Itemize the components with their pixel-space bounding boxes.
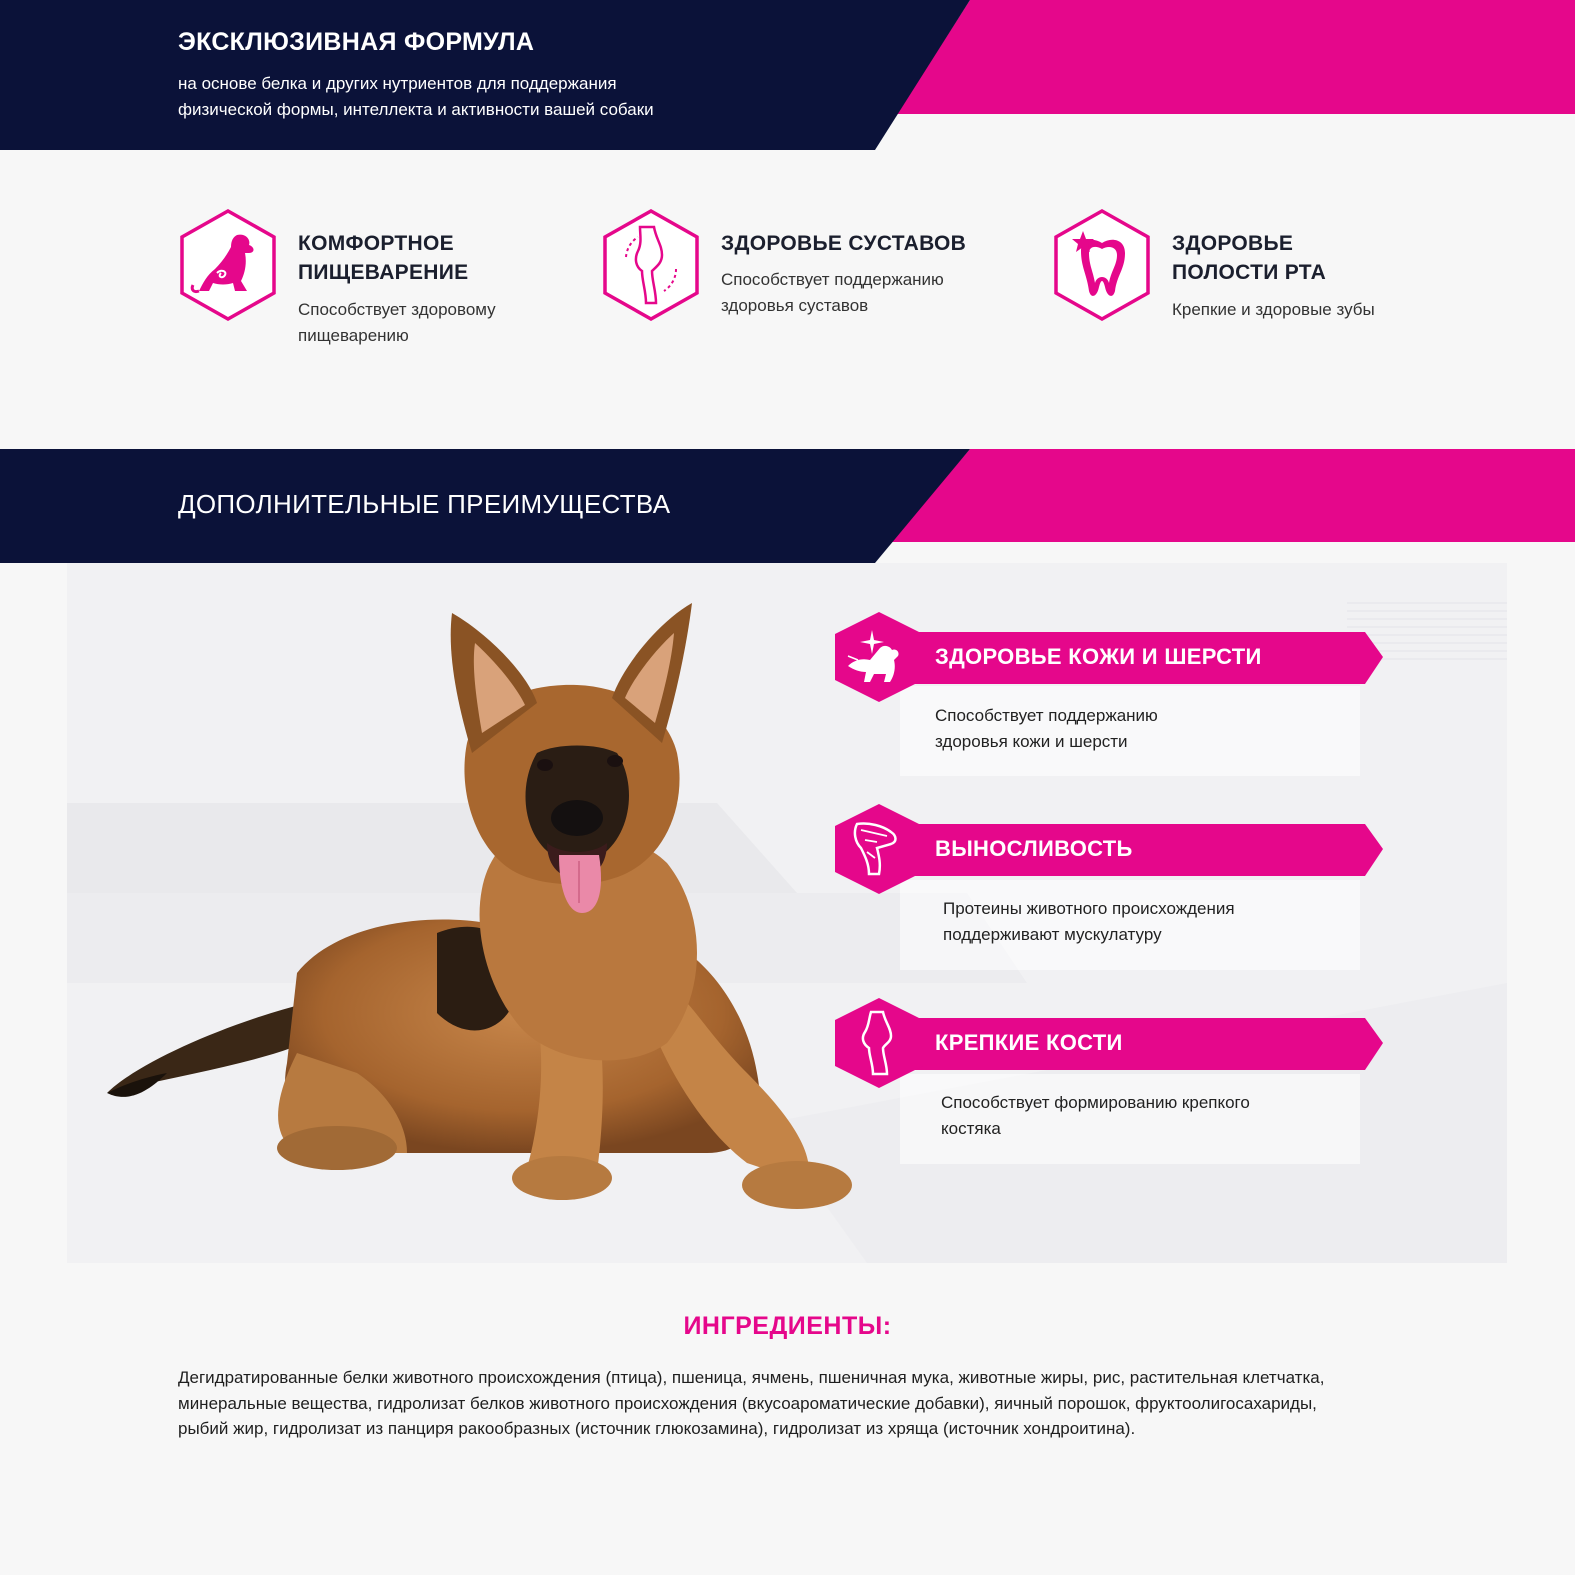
feature-desc-line: пищеварению [298,326,409,345]
benefit-desc-line: костяка [941,1119,1001,1138]
shiny-dog-icon [840,626,910,688]
benefit-desc-line: Способствует поддержанию [935,706,1158,725]
top-banner [0,0,1575,150]
feature-title: ЗДОРОВЬЕ СУСТАВОВ [721,232,967,255]
feature-title-line: ПИЩЕВАРЕНИЕ [298,261,469,284]
benefit-strong-bones [835,998,1395,1088]
feature-oral-health [1053,209,1453,359]
feature-desc [1172,297,1375,323]
joint-icon [602,209,700,321]
top-banner-subtitle-line: на основе белка и других нутриентов для поддержания [178,74,617,93]
feature-title [298,229,468,287]
top-banner-title: ЭКСКЛЮЗИВНАЯ ФОРМУЛА [178,28,535,56]
benefit-desc [943,896,1235,948]
benefits-banner [0,449,1575,563]
feature-title-line: КОМФОРТНОЕ [298,232,454,255]
benefit-desc-line: здоровья кожи и шерсти [935,732,1128,751]
feature-desc-line: здоровья суставов [721,296,869,315]
feature-desc-line: Крепкие и здоровые зубы [1172,300,1375,319]
benefit-desc-line: поддерживают мускулатуру [943,925,1162,944]
top-banner-subtitle [178,71,654,123]
muscle-icon [847,818,907,880]
feature-desc [721,267,944,319]
benefit-desc [935,703,1158,755]
bone-icon [853,1008,903,1078]
benefit-desc [941,1090,1250,1142]
ingredients-text: Дегидратированные белки животного происхождения (птица), пшеница, ячмень, пшеничная мука, животные жиры, рис, растительная клетчатка, минеральные вещества, гидролизат белков животного происхождения (вкусоароматические добавки), яичный порошок, фруктоолигосахариды, рыбий жир, гидролизат из панциря ракообразных (источник глюкозамина), гидролизат из хряща (источник хондроитина). [178,1368,1325,1438]
digestion-dog-icon [179,209,277,321]
top-banner-subtitle-line: физической формы, интеллекта и активности вашей собаки [178,100,654,119]
feature-desc [298,297,496,349]
feature-desc-line: Способствует поддержанию [721,270,944,289]
dog-illustration [107,593,867,1213]
ingredients-title: ИНГРЕДИЕНТЫ: [683,1312,892,1340]
benefit-title: ЗДОРОВЬЕ КОЖИ И ШЕРСТИ [935,644,1262,669]
benefits-banner-title: ДОПОЛНИТЕЛЬНЫЕ ПРЕИМУЩЕСТВА [178,489,671,519]
feature-title [1172,229,1326,287]
feature-joints [602,209,1002,359]
benefit-title: КРЕПКИЕ КОСТИ [935,1030,1123,1055]
benefit-desc-line: Способствует формированию крепкого [941,1093,1250,1112]
tooth-icon [1053,209,1151,321]
benefit-title: ВЫНОСЛИВОСТЬ [935,836,1133,861]
feature-title-line: ПОЛОСТИ РТА [1172,261,1327,284]
benefit-endurance [835,804,1395,894]
benefit-skin-coat [835,612,1395,702]
feature-title-line: ЗДОРОВЬЕ [1172,232,1294,255]
benefit-desc-line: Протеины животного происхождения [943,899,1235,918]
feature-desc-line: Способствует здоровому [298,300,496,319]
feature-digestion [179,209,559,359]
